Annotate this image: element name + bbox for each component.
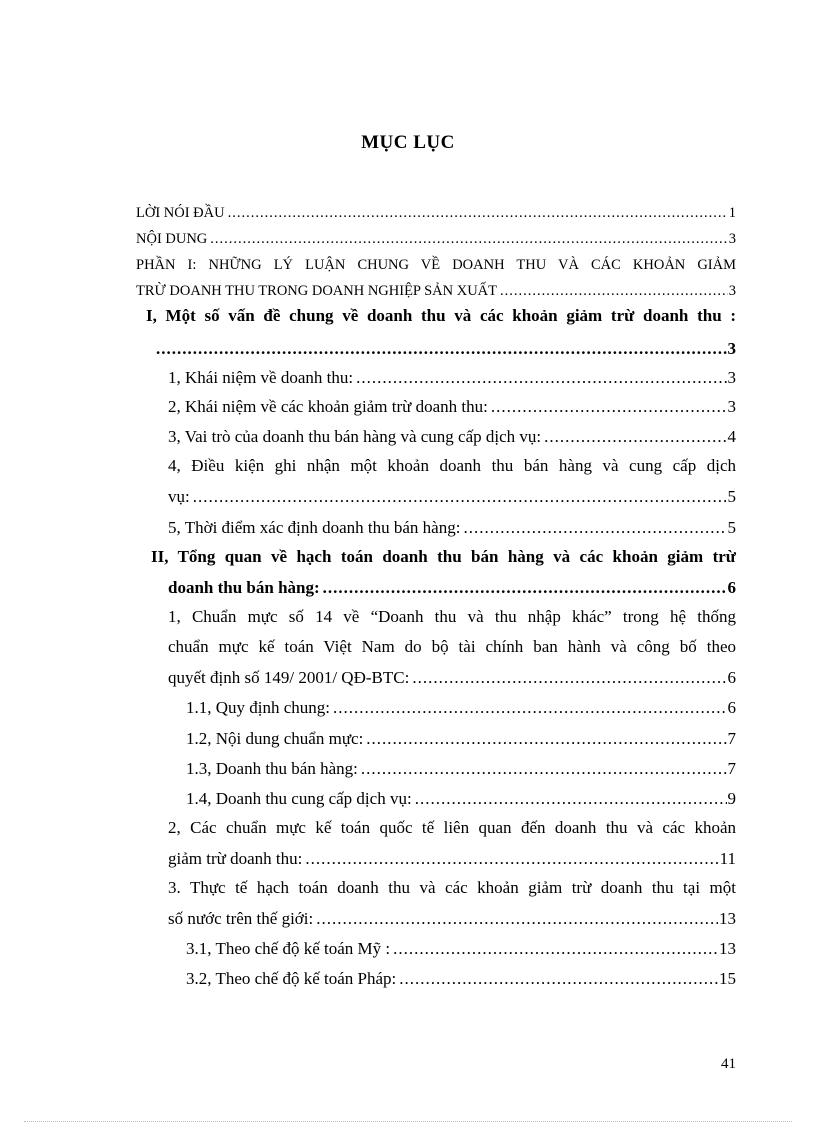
toc-entry-2-3-2	[186, 968, 736, 990]
toc-entry-2-3-line1: 3. Thực tế hạch toán doanh thu và các khoản giảm trừ doanh thu tại một	[168, 878, 736, 897]
toc-entry-text: LỜI NÓI ĐẦU	[136, 205, 225, 221]
toc-entry-1-4	[168, 486, 736, 508]
toc-entry-text: 1.4, Doanh thu cung cấp dịch vụ:	[186, 789, 412, 808]
toc-entry-2-1-1	[186, 697, 736, 719]
toc-page-number: 7	[727, 759, 736, 778]
dot-leader	[491, 396, 727, 418]
toc-entry-1-4-line1: 4, Điều kiện ghi nhận một khoản doanh thu bán hàng và cung cấp dịch	[168, 456, 736, 475]
toc-entry-1-1	[168, 367, 736, 389]
toc-entry-text: doanh thu bán hàng:	[168, 578, 320, 597]
toc-page-number: 11	[719, 849, 736, 868]
toc-entry-text: 1.3, Doanh thu bán hàng:	[186, 759, 358, 778]
toc-entry-text: quyết định số 149/ 2001/ QĐ-BTC:	[168, 668, 410, 687]
toc-entry-loi-noi-dau	[136, 203, 736, 223]
toc-entry-2-1-2	[186, 728, 736, 750]
toc-entry-text: 3.2, Theo chế độ kế toán Pháp:	[186, 969, 397, 988]
toc-page-number: 13	[719, 909, 736, 928]
toc-page-number: 13	[719, 939, 736, 958]
toc-page-number: 3	[727, 339, 736, 358]
dot-leader	[412, 667, 726, 689]
dot-leader	[210, 229, 727, 249]
toc-entry-2-3-1	[186, 938, 736, 960]
toc-page-number: 1	[728, 205, 736, 221]
toc-entry-text: 1.1, Quy định chung:	[186, 698, 331, 717]
toc-entry-text: 3.1, Theo chế độ kế toán Mỹ :	[186, 939, 391, 958]
toc-section-1	[156, 338, 736, 360]
toc-entry-2-1-line2: chuẩn mực kế toán Việt Nam do bộ tài chính ban hành và công bố theo	[168, 637, 736, 656]
toc-entry-text: NỘI DUNG	[136, 231, 208, 247]
toc-entry-2-1-3	[186, 758, 736, 780]
toc-section-2-line1: II, Tổng quan về hạch toán doanh thu bán hàng và các khoản giảm trừ	[151, 547, 736, 566]
toc-page-number: 3	[727, 368, 736, 387]
toc-entry-2-1-line1: 1, Chuẩn mực số 14 về “Doanh thu và thu nhập khác” trong hệ thống	[168, 607, 736, 626]
toc-page-number: 6	[727, 698, 736, 717]
toc-page-number: 3	[728, 231, 736, 247]
toc-section-2	[168, 577, 736, 599]
toc-entry-text: 5, Thời điểm xác định doanh thu bán hàng:	[168, 518, 461, 537]
toc-page-number: 15	[719, 969, 736, 988]
toc-entry-text: số nước trên thế giới:	[168, 909, 314, 928]
toc-page-number: 3	[727, 397, 736, 416]
toc-entry-2-2-line1: 2, Các chuẩn mực kế toán quốc tế liên quan đến doanh thu và các khoản	[168, 818, 736, 837]
toc-page-number: 7	[727, 729, 736, 748]
toc-entry-text: giảm trừ doanh thu:	[168, 849, 303, 868]
dot-leader	[305, 848, 718, 870]
dot-leader	[393, 938, 718, 960]
toc-entry-phan1-line1: PHẦN I: NHỮNG LÝ LUẬN CHUNG VỀ DOANH THU VÀ CÁC KHOẢN GIẢM	[136, 257, 736, 273]
toc-page-number: 5	[727, 487, 736, 506]
page-title: MỤC LỤC	[361, 132, 455, 153]
toc-entry-text: TRỪ DOANH THU TRONG DOANH NGHIỆP SẢN XUẤT	[136, 283, 497, 299]
page-number: 41	[721, 1056, 736, 1072]
dot-leader	[193, 486, 727, 508]
toc-entry-text: 1.2, Nội dung chuẩn mực:	[186, 729, 364, 748]
toc-page-number: 5	[727, 518, 736, 537]
dot-leader	[361, 758, 727, 780]
dot-leader	[399, 968, 718, 990]
dot-leader	[228, 203, 728, 223]
toc-entry-1-5	[168, 517, 736, 539]
toc-section-1-line1: I, Một số vấn đề chung về doanh thu và các khoản giảm trừ doanh thu :	[146, 306, 736, 325]
toc-page-number: 4	[727, 427, 736, 446]
dot-leader	[366, 728, 726, 750]
dot-leader	[316, 908, 718, 930]
toc-page-number: 3	[728, 283, 736, 299]
dot-leader	[356, 367, 726, 389]
toc-entry-noi-dung	[136, 229, 736, 249]
toc-entry-2-2	[168, 848, 736, 870]
toc-entry-phan1	[136, 281, 736, 301]
toc-entry-2-1-4	[186, 788, 736, 810]
toc-page-number: 6	[727, 668, 736, 687]
dot-leader	[544, 426, 726, 448]
toc-entry-1-2	[168, 396, 736, 418]
toc-entry-text: 1, Khái niệm về doanh thu:	[168, 368, 354, 387]
dot-leader	[500, 281, 728, 301]
dot-leader	[323, 577, 727, 599]
toc-entry-2-3	[168, 908, 736, 930]
toc-entry-1-3	[168, 426, 736, 448]
toc-entry-text: 3, Vai trò của doanh thu bán hàng và cung cấp dịch vụ:	[168, 427, 542, 446]
toc-entry-text: vụ:	[168, 487, 190, 506]
dot-leader	[333, 697, 726, 719]
dot-leader	[415, 788, 727, 810]
toc-entry-text: 2, Khái niệm về các khoản giảm trừ doanh thu:	[168, 397, 488, 416]
toc-page-number: 9	[727, 789, 736, 808]
dot-leader	[156, 338, 727, 360]
page-bottom-divider	[24, 1121, 792, 1122]
toc-page-number: 6	[727, 578, 736, 597]
toc-entry-2-1	[168, 667, 736, 689]
dot-leader	[463, 517, 726, 539]
